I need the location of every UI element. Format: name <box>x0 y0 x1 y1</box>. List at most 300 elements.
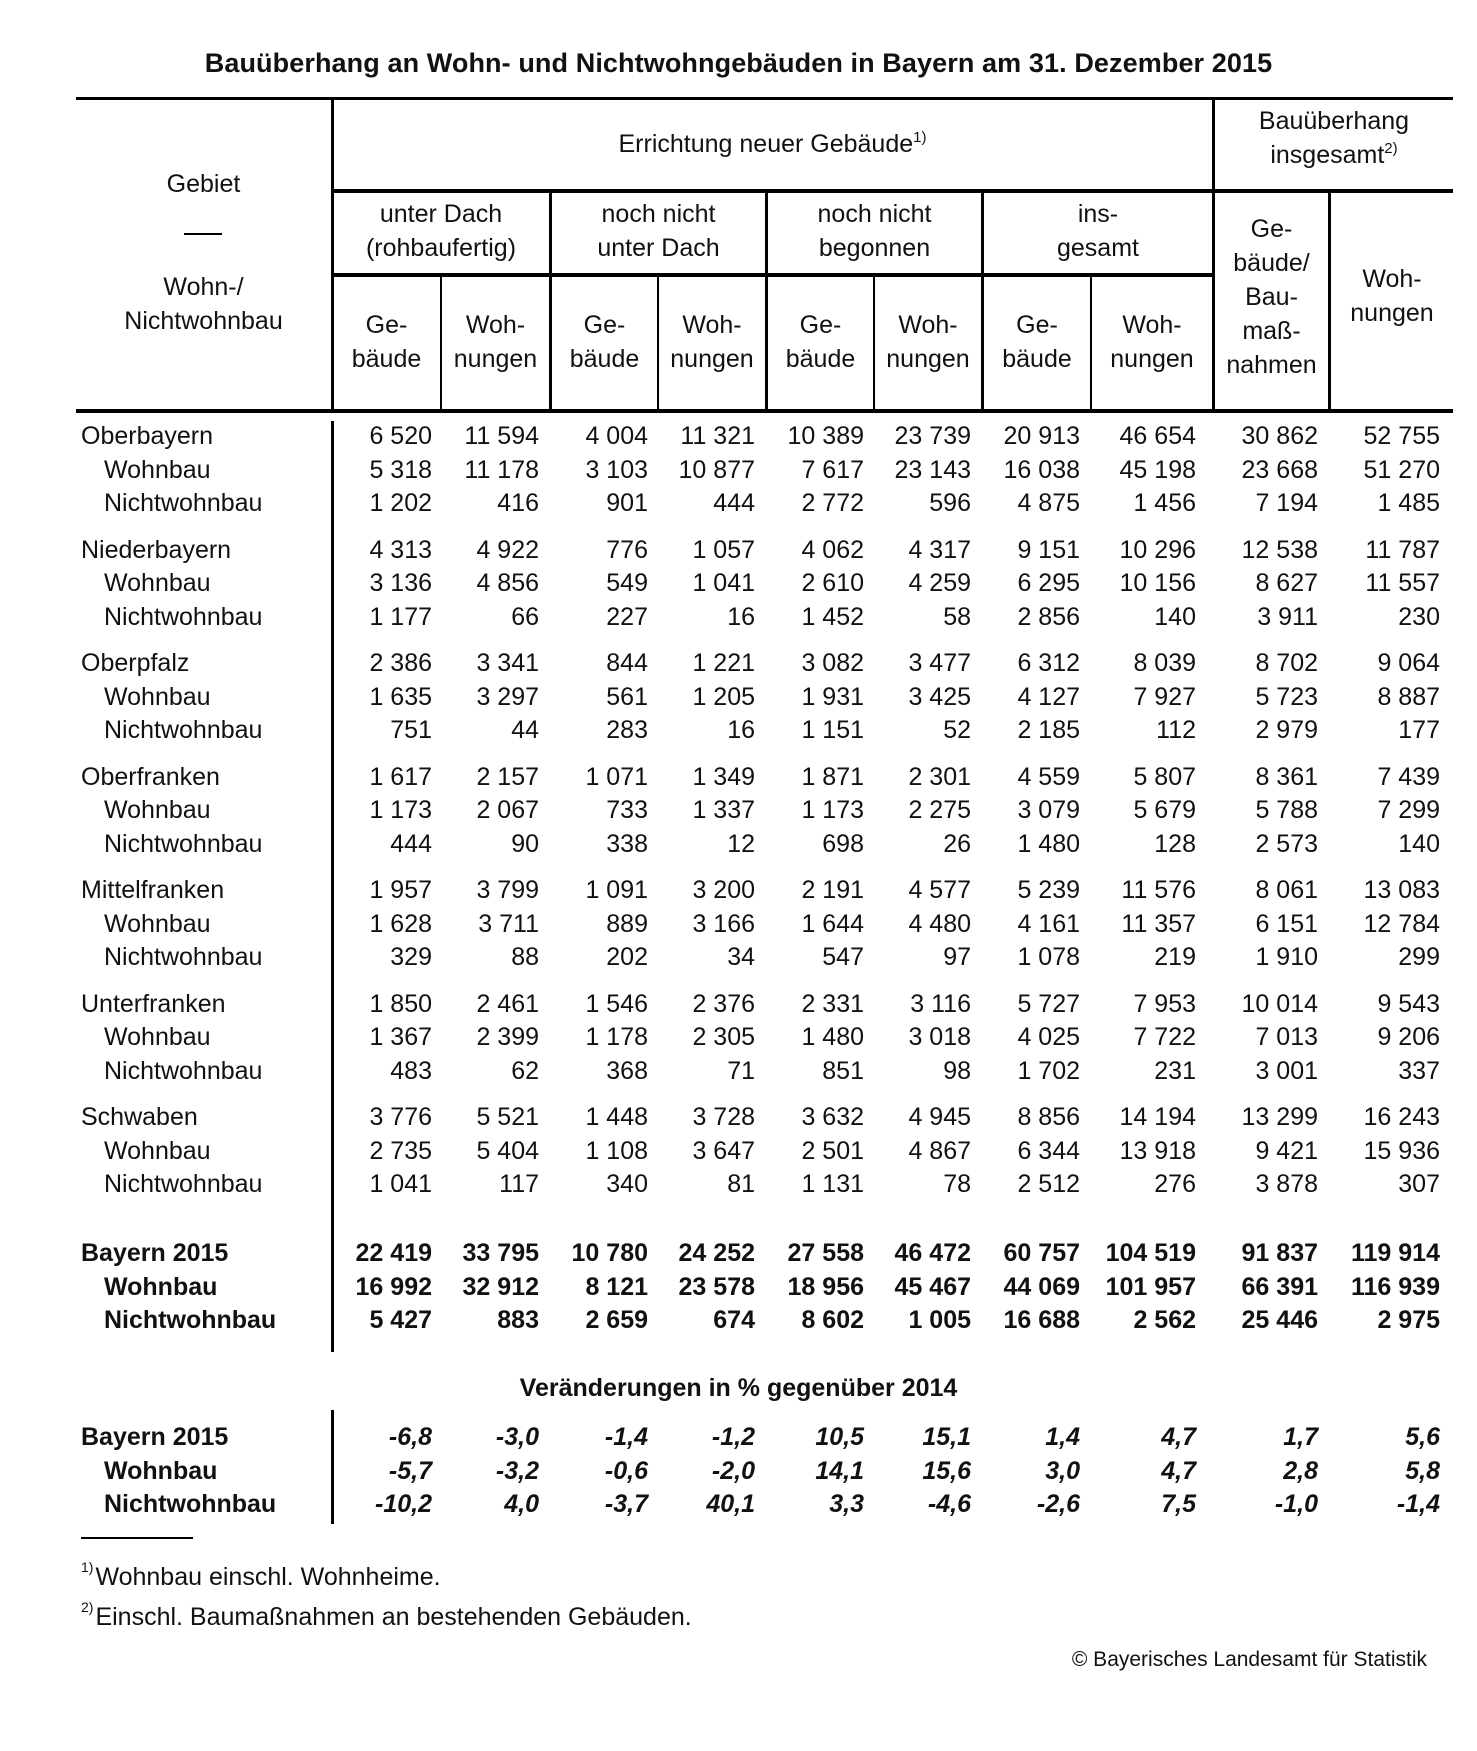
table-cell: 78 <box>943 1170 971 1198</box>
table-cell: 1 910 <box>1255 943 1318 971</box>
table-cell: 34 <box>727 943 755 971</box>
table-cell: 6 344 <box>1017 1137 1080 1165</box>
row-label: Wohnbau <box>104 456 211 484</box>
table-cell: 15 936 <box>1363 1137 1440 1165</box>
table-cell: 4 577 <box>908 876 971 904</box>
table-cell: 733 <box>606 796 648 824</box>
table-row <box>0 1454 1477 1488</box>
table-cell: 1 367 <box>369 1023 432 1051</box>
table-cell: 1 078 <box>1017 943 1080 971</box>
table-cell: 4 945 <box>908 1103 971 1131</box>
row-label: Nichtwohnbau <box>104 943 263 971</box>
row-label: Nichtwohnbau <box>104 830 263 858</box>
row-label: Nichtwohnbau <box>104 1306 277 1334</box>
table-cell: 1,7 <box>1283 1423 1318 1451</box>
table-cell: -1,0 <box>1274 1490 1318 1518</box>
table-row <box>0 680 1477 714</box>
table-cell: 52 <box>943 716 971 744</box>
page-title: Bauüberhang an Wohn- und Nichtwohngebäuden in Bayern am 31. Dezember 2015 <box>204 48 1273 78</box>
footnote-mark: 2) <box>1384 140 1398 157</box>
table-cell: 9 151 <box>1017 536 1080 564</box>
table-row <box>0 600 1477 634</box>
table-cell: 1 151 <box>801 716 864 744</box>
errichtung-bottom-rule <box>331 189 1453 193</box>
table-cell: 1 480 <box>801 1023 864 1051</box>
table-cell: 2 562 <box>1133 1306 1196 1334</box>
table-cell: -3,2 <box>495 1457 539 1485</box>
table-cell: -3,0 <box>495 1423 539 1451</box>
table-row <box>0 907 1477 941</box>
table-cell: 11 178 <box>464 456 539 484</box>
sub-gebaeude: Ge- bäude <box>569 311 640 373</box>
bu-gebaeude-baumassnahmen: Ge- bäude/ Bau- maß- nahmen <box>1226 215 1317 379</box>
table-cell: 6 312 <box>1017 649 1080 677</box>
table-cell: 2 376 <box>692 990 755 1018</box>
sub-gebaeude: Ge- bäude <box>785 311 856 373</box>
table-cell: 11 576 <box>1121 876 1196 904</box>
table-cell: 11 557 <box>1365 569 1440 597</box>
table-cell: 20 913 <box>1003 422 1080 450</box>
table-cell: 547 <box>822 943 864 971</box>
row-label: Nichtwohnbau <box>104 1057 263 1085</box>
table-cell: -6,8 <box>388 1423 432 1451</box>
table-cell: 2 772 <box>801 489 864 517</box>
table-cell: 4 875 <box>1017 489 1080 517</box>
table-cell: 13 918 <box>1119 1137 1196 1165</box>
group-insgesamt: ins- gesamt <box>1057 200 1139 262</box>
table-cell: 307 <box>1398 1170 1440 1198</box>
bu-wohnungen: Woh- nungen <box>1350 265 1434 327</box>
table-cell: 10 296 <box>1119 536 1196 564</box>
table-cell: 12 538 <box>1241 536 1318 564</box>
group-bottom-rule <box>331 273 1215 277</box>
table-cell: 7 927 <box>1133 683 1196 711</box>
table-cell: 1 456 <box>1133 489 1196 517</box>
table-cell: 2 659 <box>585 1306 648 1334</box>
table-cell: 1 702 <box>1017 1057 1080 1085</box>
table-cell: 24 252 <box>678 1239 755 1267</box>
table-cell: 2,8 <box>1283 1457 1318 1485</box>
sub-wohnungen: Woh- nungen <box>886 311 970 373</box>
row-label: Nichtwohnbau <box>104 716 263 744</box>
table-cell: 2 735 <box>369 1137 432 1165</box>
table-cell: 23 578 <box>678 1273 755 1301</box>
sub-wohnungen: Woh- nungen <box>453 311 538 373</box>
table-cell: 15,1 <box>922 1423 971 1451</box>
table-cell: 4 062 <box>801 536 864 564</box>
table-cell: 338 <box>606 830 648 858</box>
table-cell: 16 <box>727 603 755 631</box>
table-cell: 51 270 <box>1363 456 1440 484</box>
table-cell: 112 <box>1156 716 1196 744</box>
table-cell: 13 083 <box>1363 876 1440 904</box>
table-cell: 104 519 <box>1105 1239 1196 1267</box>
table-cell: 16 243 <box>1363 1103 1440 1131</box>
table-row <box>0 1020 1477 1054</box>
insgesamt-label: insgesamt <box>1270 141 1385 169</box>
table-cell: 283 <box>606 716 648 744</box>
table-cell: 5 788 <box>1255 796 1318 824</box>
table-row <box>0 1054 1477 1088</box>
table-cell: 97 <box>943 943 971 971</box>
table-cell: 71 <box>727 1057 755 1085</box>
table-cell: 5 404 <box>476 1137 539 1165</box>
table-cell: 7 722 <box>1133 1023 1196 1051</box>
table-cell: 5,8 <box>1405 1457 1440 1485</box>
table-cell: 81 <box>727 1170 755 1198</box>
table-cell: -2,6 <box>1036 1490 1080 1518</box>
table-cell: 3 018 <box>908 1023 971 1051</box>
footnote-rule <box>81 1537 193 1539</box>
table-cell: 2 305 <box>692 1023 755 1051</box>
table-cell: 1 202 <box>369 489 432 517</box>
table-cell: 3 799 <box>476 876 539 904</box>
table-cell: 32 912 <box>462 1273 539 1301</box>
table-cell: 230 <box>1398 603 1440 631</box>
header-bauueberhang <box>1215 104 1453 172</box>
table-row <box>0 1303 1477 1337</box>
table-cell: -2,0 <box>711 1457 755 1485</box>
table-cell: 8 061 <box>1255 876 1318 904</box>
table-row <box>0 1487 1477 1521</box>
table-cell: 15,6 <box>922 1457 971 1485</box>
table-cell: 561 <box>606 683 648 711</box>
table-cell: 7 299 <box>1377 796 1440 824</box>
table-cell: 7 953 <box>1133 990 1196 1018</box>
table-cell: 5 727 <box>1017 990 1080 1018</box>
table-cell: 3 711 <box>478 910 539 938</box>
table-cell: 1 617 <box>369 763 432 791</box>
table-cell: 58 <box>943 603 971 631</box>
row-label: Niederbayern <box>81 536 232 564</box>
errichtung-label: Errichtung neuer Gebäude <box>618 130 914 158</box>
row-label: Wohnbau <box>104 683 211 711</box>
row-label: Mittelfranken <box>81 876 225 904</box>
table-cell: 1 957 <box>369 876 432 904</box>
table-row <box>0 486 1477 520</box>
table-cell: 4,0 <box>504 1490 539 1518</box>
table-cell: 7 013 <box>1255 1023 1318 1051</box>
table-cell: 5 723 <box>1255 683 1318 711</box>
table-cell: 751 <box>390 716 432 744</box>
table-cell: 22 419 <box>355 1239 432 1267</box>
table-row <box>0 1420 1477 1454</box>
table-cell: 23 739 <box>894 422 971 450</box>
table-cell: 117 <box>499 1170 539 1198</box>
table-cell: 1 173 <box>369 796 432 824</box>
table-cell: 1 485 <box>1377 489 1440 517</box>
table-cell: 8 039 <box>1133 649 1196 677</box>
table-cell: 9 543 <box>1377 990 1440 1018</box>
table-cell: 3 166 <box>692 910 755 938</box>
table-cell: 549 <box>606 569 648 597</box>
table-cell: 16 688 <box>1003 1306 1080 1334</box>
table-cell: 231 <box>1154 1057 1196 1085</box>
table-cell: 9 064 <box>1377 649 1440 677</box>
table-cell: 16 992 <box>355 1273 432 1301</box>
row-label: Oberbayern <box>81 422 214 450</box>
table-cell: 8 702 <box>1255 649 1318 677</box>
table-cell: 23 143 <box>894 456 971 484</box>
table-row <box>0 566 1477 600</box>
table-cell: 1 205 <box>692 683 755 711</box>
table-cell: 889 <box>606 910 648 938</box>
table-cell: 901 <box>606 489 648 517</box>
table-cell: 3 647 <box>692 1137 755 1165</box>
table-row <box>0 1100 1477 1134</box>
table-cell: 1 041 <box>369 1170 432 1198</box>
group-noch-nicht-begonnen: noch nicht begonnen <box>817 200 932 262</box>
table-cell: 11 321 <box>680 422 755 450</box>
row-label: Wohnbau <box>104 1457 218 1485</box>
table-cell: 8 361 <box>1255 763 1318 791</box>
table-row <box>0 793 1477 827</box>
table-cell: 4 161 <box>1017 910 1080 938</box>
table-cell: 444 <box>390 830 432 858</box>
table-cell: 6 295 <box>1017 569 1080 597</box>
table-cell: 3 001 <box>1255 1057 1318 1085</box>
table-cell: 3 297 <box>476 683 539 711</box>
table-cell: 3 425 <box>908 683 971 711</box>
row-label: Unterfranken <box>81 990 226 1018</box>
table-cell: 10,5 <box>815 1423 864 1451</box>
table-cell: 7 439 <box>1377 763 1440 791</box>
table-cell: 2 461 <box>476 990 539 1018</box>
table-cell: 1 628 <box>369 910 432 938</box>
table-cell: 4,7 <box>1161 1457 1196 1485</box>
table-cell: 88 <box>511 943 539 971</box>
table-cell: 27 558 <box>787 1239 864 1267</box>
table-cell: 2 191 <box>801 876 864 904</box>
table-cell: 1 644 <box>801 910 864 938</box>
table-cell: 116 939 <box>1351 1273 1440 1301</box>
table-cell: 698 <box>822 830 864 858</box>
table-cell: 2 386 <box>369 649 432 677</box>
table-cell: 8 627 <box>1255 569 1318 597</box>
table-cell: 8 887 <box>1377 683 1440 711</box>
table-cell: 52 755 <box>1363 422 1440 450</box>
table-cell: 12 784 <box>1363 910 1440 938</box>
table-cell: 4 313 <box>369 536 432 564</box>
table-cell: 4 004 <box>585 422 648 450</box>
table-cell: 10 780 <box>571 1239 648 1267</box>
table-cell: 2 301 <box>908 763 971 791</box>
table-row <box>0 1270 1477 1304</box>
table-cell: 8 856 <box>1017 1103 1080 1131</box>
table-cell: 16 038 <box>1003 456 1080 484</box>
table-cell: 844 <box>606 649 648 677</box>
table-cell: 483 <box>390 1057 432 1085</box>
table-cell: 1 173 <box>801 796 864 824</box>
footnote-2: $^{2)}$Einschl. Baumaßnahmen an bestehenden Gebäuden. <box>81 1599 692 1631</box>
table-cell: 4 559 <box>1017 763 1080 791</box>
table-row <box>0 873 1477 907</box>
row-label: Schwaben <box>81 1103 198 1131</box>
table-cell: 46 654 <box>1119 422 1196 450</box>
table-cell: 177 <box>1398 716 1440 744</box>
table-cell: 1,4 <box>1045 1423 1080 1451</box>
table-cell: 4 867 <box>908 1137 971 1165</box>
table-cell: 4 856 <box>476 569 539 597</box>
table-row <box>0 646 1477 680</box>
table-cell: 60 757 <box>1003 1239 1080 1267</box>
table-cell: 3 103 <box>585 456 648 484</box>
table-cell: 3 200 <box>692 876 755 904</box>
table-cell: 416 <box>497 489 539 517</box>
table-cell: 5 427 <box>369 1306 432 1334</box>
table-cell: 1 546 <box>585 990 648 1018</box>
table-cell: 2 610 <box>801 569 864 597</box>
table-cell: 46 472 <box>894 1239 971 1267</box>
row-label: Wohnbau <box>104 796 211 824</box>
table-cell: 3 082 <box>801 649 864 677</box>
table-cell: 6 151 <box>1255 910 1318 938</box>
table-cell: 2 157 <box>476 763 539 791</box>
table-cell: 1 337 <box>692 796 755 824</box>
table-cell: 10 877 <box>678 456 755 484</box>
table-cell: 140 <box>1154 603 1196 631</box>
footnote-mark: 1) <box>913 129 927 146</box>
table-cell: 33 795 <box>462 1239 539 1267</box>
table-row <box>0 987 1477 1021</box>
row-label: Wohnbau <box>104 1023 211 1051</box>
table-cell: 2 856 <box>1017 603 1080 631</box>
table-cell: 1 871 <box>801 763 864 791</box>
sub-wohnungen: Woh- nungen <box>1110 311 1194 373</box>
row-label: Oberfranken <box>81 763 220 791</box>
table-cell: 30 862 <box>1241 422 1318 450</box>
table-cell: 3 079 <box>1017 796 1080 824</box>
table-cell: 299 <box>1398 943 1440 971</box>
table-cell: 1 131 <box>801 1170 864 1198</box>
table-cell: 3 341 <box>476 649 539 677</box>
table-cell: 4,7 <box>1161 1423 1196 1451</box>
table-cell: 3 632 <box>801 1103 864 1131</box>
table-cell: 90 <box>511 830 539 858</box>
table-cell: 7 617 <box>801 456 864 484</box>
table-row <box>0 760 1477 794</box>
table-cell: 2 331 <box>801 990 864 1018</box>
table-cell: 337 <box>1398 1057 1440 1085</box>
table-cell: 1 452 <box>801 603 864 631</box>
table-cell: 2 275 <box>908 796 971 824</box>
table-cell: 5 679 <box>1133 796 1196 824</box>
table-cell: 4 922 <box>476 536 539 564</box>
table-top-rule <box>76 97 1453 100</box>
table-cell: 98 <box>943 1057 971 1085</box>
table-cell: -0,6 <box>604 1457 648 1485</box>
table-row <box>0 1167 1477 1201</box>
table-cell: 340 <box>606 1170 648 1198</box>
table-row <box>0 533 1477 567</box>
table-cell: 13 299 <box>1241 1103 1318 1131</box>
table-cell: 4 025 <box>1017 1023 1080 1051</box>
table-cell: 3,3 <box>829 1490 864 1518</box>
table-cell: 2 573 <box>1255 830 1318 858</box>
table-cell: 101 957 <box>1105 1273 1196 1301</box>
table-cell: 4 259 <box>908 569 971 597</box>
table-cell: 8 121 <box>585 1273 648 1301</box>
table-cell: 329 <box>390 943 432 971</box>
row-label: Oberpfalz <box>81 649 190 677</box>
table-cell: 4 480 <box>908 910 971 938</box>
table-cell: 18 956 <box>787 1273 864 1301</box>
table-cell: 3 477 <box>908 649 971 677</box>
table-cell: 1 178 <box>585 1023 648 1051</box>
table-cell: 1 005 <box>908 1306 971 1334</box>
header-nichtwohnbau: Nichtwohnbau <box>124 307 283 335</box>
table-cell: 227 <box>606 603 648 631</box>
table-cell: 4 317 <box>908 536 971 564</box>
header-gebiet: Gebiet <box>166 170 241 198</box>
table-cell: 40,1 <box>706 1490 755 1518</box>
table-cell: 3 136 <box>369 569 432 597</box>
row-label: Wohnbau <box>104 1137 211 1165</box>
table-cell: -10,2 <box>375 1490 432 1518</box>
gebiet-dash <box>184 233 222 235</box>
table-cell: 1 108 <box>585 1137 648 1165</box>
table-cell: 202 <box>606 943 648 971</box>
table-cell: 3 728 <box>692 1103 755 1131</box>
sub-gebaeude: Ge- bäude <box>1002 311 1072 373</box>
footnote-1: $^{1)}$Wohnbau einschl. Wohnheime. <box>81 1559 441 1591</box>
table-cell: -5,7 <box>388 1457 432 1485</box>
table-cell: 674 <box>713 1306 755 1334</box>
table-cell: 2 399 <box>476 1023 539 1051</box>
header-errichtung <box>333 127 1212 161</box>
row-label: Wohnbau <box>104 569 211 597</box>
table-cell: 62 <box>511 1057 539 1085</box>
table-cell: 1 349 <box>692 763 755 791</box>
copyright: © Bayerisches Landesamt für Statistik <box>1071 1648 1427 1671</box>
table-cell: 3 911 <box>1257 603 1318 631</box>
table-cell: 16 <box>727 716 755 744</box>
table-cell: 2 501 <box>801 1137 864 1165</box>
sub-wohnungen: Woh- nungen <box>670 311 754 373</box>
table-cell: 25 446 <box>1241 1306 1318 1334</box>
table-cell: 5 318 <box>369 456 432 484</box>
table-cell: 1 221 <box>692 649 755 677</box>
table-cell: 23 668 <box>1241 456 1318 484</box>
table-cell: 2 979 <box>1255 716 1318 744</box>
table-cell: -1,2 <box>711 1423 755 1451</box>
table-cell: 3,0 <box>1045 1457 1080 1485</box>
table-cell: 66 391 <box>1241 1273 1318 1301</box>
table-cell: 4 127 <box>1017 683 1080 711</box>
table-row <box>0 940 1477 974</box>
row-label: Bayern 2015 <box>81 1423 229 1451</box>
table-cell: 6 520 <box>369 422 432 450</box>
table-cell: 5 239 <box>1017 876 1080 904</box>
row-label: Nichtwohnbau <box>104 1170 263 1198</box>
table-cell: 368 <box>606 1057 648 1085</box>
table-cell: 119 914 <box>1351 1239 1440 1267</box>
row-label: Wohnbau <box>104 910 211 938</box>
table-cell: 2 975 <box>1377 1306 1440 1334</box>
table-cell: 883 <box>497 1306 539 1334</box>
row-label: Nichtwohnbau <box>104 603 263 631</box>
table-cell: 14 194 <box>1119 1103 1196 1131</box>
table-row <box>0 827 1477 861</box>
table-cell: 45 467 <box>894 1273 971 1301</box>
table-cell: 14,1 <box>815 1457 864 1485</box>
table-cell: 5 807 <box>1133 763 1196 791</box>
table-cell: 1 635 <box>369 683 432 711</box>
table-cell: 10 389 <box>787 422 864 450</box>
table-cell: 3 776 <box>369 1103 432 1131</box>
table-row <box>0 419 1477 453</box>
sub-gebaeude: Ge- bäude <box>351 311 422 373</box>
